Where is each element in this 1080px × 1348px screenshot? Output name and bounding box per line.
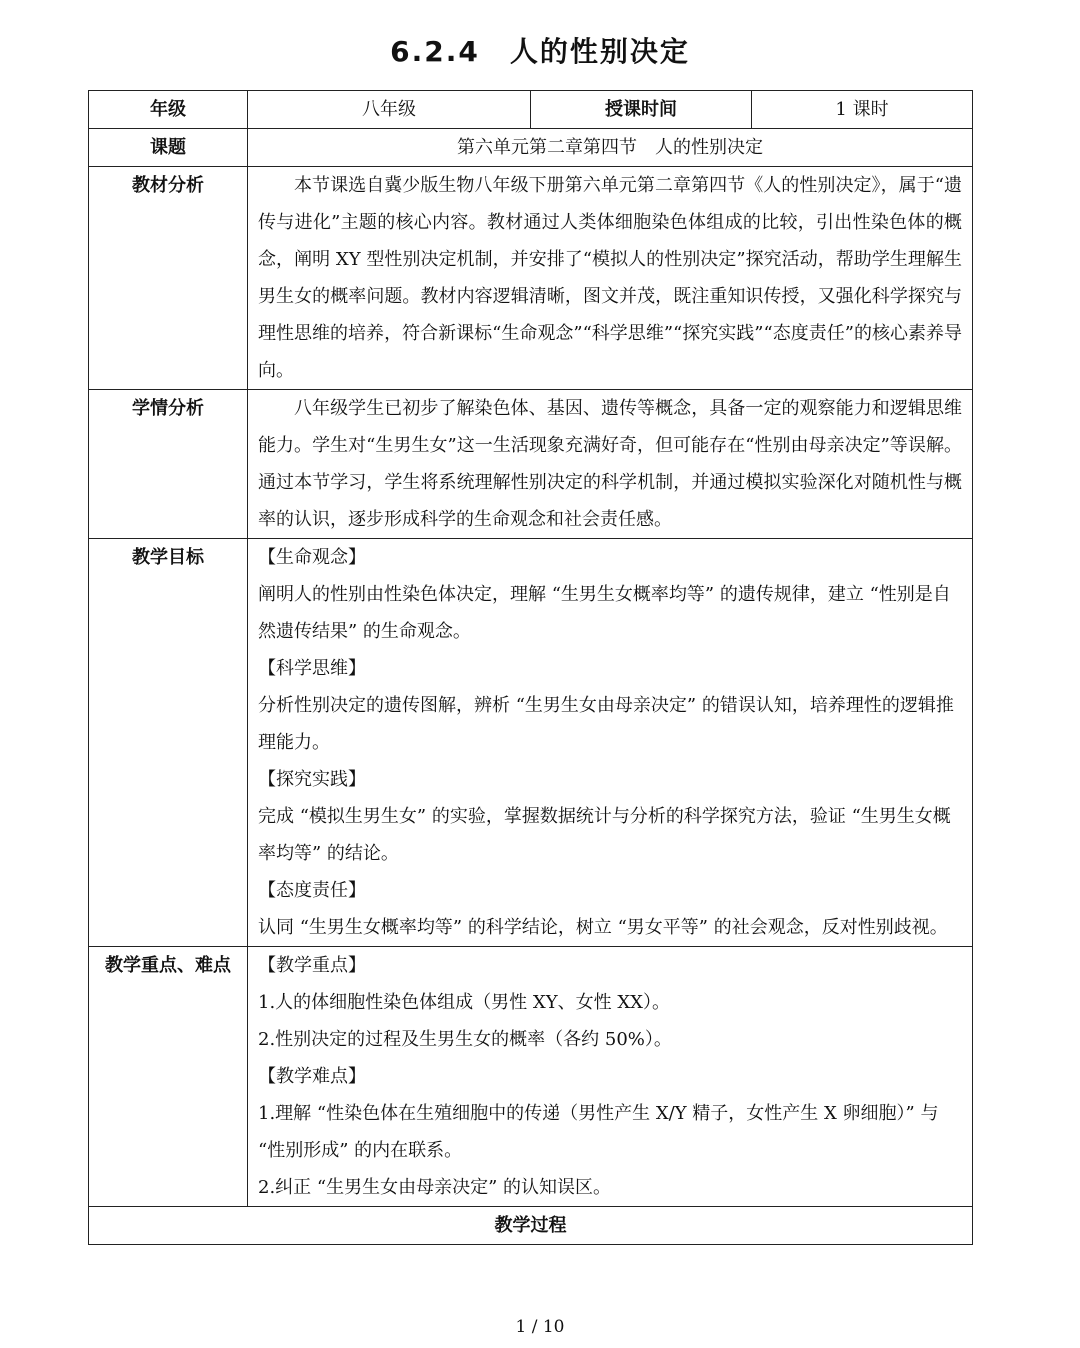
student-analysis-text: 八年级学生已初步了解染色体、基因、遗传等概念，具备一定的观察能力和逻辑思维能力。学生对“生男生女”这一生活现象充满好奇，但可能存在“性别由母亲决定”等误解。通过本节学习，学生将系统理解性别决定的科学机制，并通过模拟实验深化对随机性与概率的认识，逐步形成科学的生命观念和社会责任感。 (258, 398, 962, 530)
page-number: 1 / 10 (515, 1317, 565, 1337)
process-row (89, 1207, 973, 1245)
lesson-plan-table (88, 90, 973, 1245)
process-heading: 教学过程 (89, 1207, 973, 1245)
objective-heading: 【生命观念】 (258, 547, 366, 568)
student-analysis-label: 学情分析 (89, 390, 248, 539)
textbook-analysis-label: 教材分析 (89, 167, 248, 390)
objective-heading: 【探究实践】 (258, 769, 366, 790)
objective-text: 阐明人的性别由性染色体决定，理解 “生男生女概率均等” 的遗传规律，建立 “性别是自然遗传结果” 的生命观念。 (258, 584, 951, 642)
textbook-analysis-cell (248, 167, 973, 390)
focus-heading: 【教学重点】 (258, 955, 366, 976)
grade-value: 八年级 (248, 91, 531, 129)
time-value: 1 课时 (752, 91, 973, 129)
textbook-analysis-row (89, 167, 973, 390)
page-title: 6.2.4 人的性别决定 (390, 35, 690, 68)
focus-item: 2.性别决定的过程及生男生女的概率（各约 50%）。 (258, 1029, 672, 1050)
objectives-cell (248, 539, 973, 947)
difficulty-item: 1.理解 “性染色体在生殖细胞中的传递（男性产生 X/Y 精子，女性产生 X 卵细胞）” 与 “性别形成” 的内在联系。 (258, 1103, 939, 1161)
objectives-row (89, 539, 973, 947)
key-points-label: 教学重点、难点 (89, 947, 248, 1207)
objective-text: 分析性别决定的遗传图解，辨析 “生男生女由母亲决定” 的错误认知，培养理性的逻辑推理能力。 (258, 695, 954, 753)
objective-text: 完成 “模拟生男生女” 的实验，掌握数据统计与分析的科学探究方法，验证 “生男生女概率均等” 的结论。 (258, 806, 951, 864)
objective-heading: 【态度责任】 (258, 880, 366, 901)
student-analysis-cell (248, 390, 973, 539)
topic-row (89, 129, 973, 167)
objective-heading: 【科学思维】 (258, 658, 366, 679)
textbook-analysis-text: 本节课选自冀少版生物八年级下册第六单元第二章第四节《人的性别决定》，属于“遗传与进化”主题的核心内容。教材通过人类体细胞染色体组成的比较，引出性染色体的概念，阐明 XY 型性别决定机制，并安排了“模拟人的性别决定”探究活动，帮助学生理解生男生女的概率问题。教材内容逻辑清晰，图文并茂，既注重知识传授，又强化科学探究与理性思维的培养，符合新课标“生命观念”“科学思维”“探究实践”“态度责任”的核心素养导向。 (258, 175, 962, 381)
objectives-label: 教学目标 (89, 539, 248, 947)
objective-text: 认同 “生男生女概率均等” 的科学结论，树立 “男女平等” 的社会观念，反对性别歧视。 (258, 917, 948, 938)
difficulty-item: 2.纠正 “生男生女由母亲决定” 的认知误区。 (258, 1177, 612, 1198)
time-label: 授课时间 (531, 91, 752, 129)
difficulty-heading: 【教学难点】 (258, 1066, 366, 1087)
student-analysis-row (89, 390, 973, 539)
focus-item: 1.人的体细胞性染色体组成（男性 XY、女性 XX）。 (258, 992, 670, 1013)
key-points-row (89, 947, 973, 1207)
grade-label: 年级 (89, 91, 248, 129)
key-points-cell (248, 947, 973, 1207)
topic-value: 第六单元第二章第四节 人的性别决定 (248, 129, 973, 167)
grade-row (89, 91, 973, 129)
topic-label: 课题 (89, 129, 248, 167)
